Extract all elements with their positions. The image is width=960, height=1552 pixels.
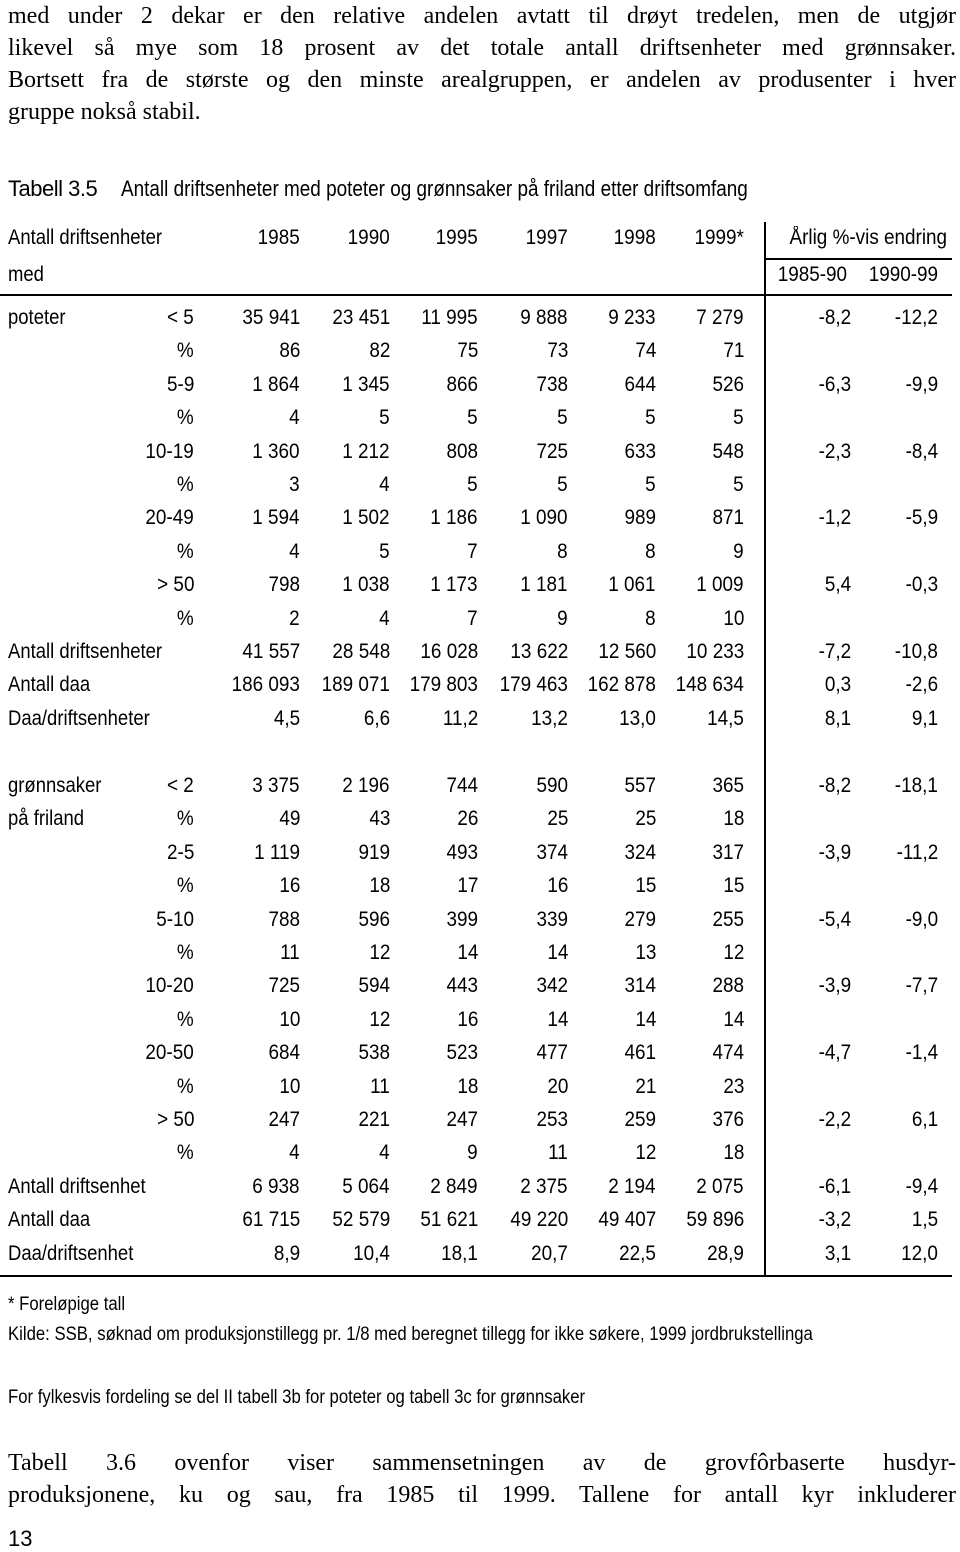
table-cell: 474 [712,1041,744,1065]
table-cell: 13,0 [619,706,656,730]
change-cell: -5,9 [905,506,938,530]
table-cell: 725 [268,974,300,998]
change-cell: 6,1 [911,1108,938,1131]
table-cell: 4,5 [273,706,300,730]
table-cell: 14 [456,941,478,964]
table-cell: 5 064 [342,1174,390,1198]
row-category: % [177,539,194,563]
table-cell: 18,1 [441,1241,478,1265]
row-category: 10-19 [145,439,194,463]
row-category: 20-49 [145,506,194,530]
row-category: % [177,606,194,630]
page-number: 13 [8,1526,33,1551]
header-year: 1997 [525,226,568,249]
table-cell: 12 [368,1007,390,1031]
row-category: 10-20 [145,974,194,998]
row-category: 5-10 [156,907,194,931]
table-cell: 989 [624,506,656,530]
change-cell: -2,3 [818,439,851,463]
table-row [0,636,960,669]
table-cell: 179 463 [499,673,568,697]
table-cell: 324 [624,840,656,864]
change-cell: -2,2 [818,1108,851,1131]
change-cell: -0,3 [905,573,938,597]
row-category: 20-50 [145,1041,194,1065]
table-cell: 317 [712,840,744,864]
table-cell: 51 621 [420,1208,478,1232]
table-cell: 9 [557,606,568,630]
table-cell: 14 [546,941,568,964]
change-cell: -7,7 [905,974,938,998]
table-cell: 86 [278,339,300,363]
table-cell: 523 [446,1041,478,1065]
header-year: 1985 [257,226,300,249]
table-cell: 594 [358,974,390,998]
table-cell: 15 [722,874,744,898]
table-cell: 2 196 [342,774,390,797]
row-category: % [177,941,194,964]
table-cell: 548 [712,439,744,463]
footnote-county-note: For fylkesvis fordeling se del II tabell 3b for poteter og tabell 3c for grønnsaker [8,1387,586,1408]
header-row [0,222,960,255]
table-cell: 28,9 [707,1241,744,1265]
change-cell: -5,4 [818,907,851,931]
table-cell: 1 186 [430,506,478,530]
table-cell: 590 [536,774,568,797]
row-category: 5-9 [166,372,194,396]
table-cell: 1 119 [254,840,300,864]
row-category: % [177,874,194,898]
table-cell: 247 [268,1108,300,1131]
table-cell: 5 [557,473,568,496]
table-cell: 21 [634,1074,656,1098]
row-label: grønnsaker [8,774,102,797]
table-cell: 684 [268,1041,300,1065]
outro-line: produksjonene, ku og sau, fra 1985 til 1999. Tallene for antall kyr inkluderer [8,1482,956,1508]
row-category: > 50 [156,1108,194,1131]
table-cell: 4 [379,1141,390,1165]
change-cell: 5,4 [824,573,851,597]
table-cell: 25 [634,807,656,831]
header-label: med [8,263,44,286]
table-cell: 255 [712,907,744,931]
row-category: % [177,1141,194,1165]
table-cell: 5 [379,406,390,430]
table-cell: 22,5 [619,1241,656,1265]
change-cell: -8,2 [818,774,851,797]
table-cell: 493 [446,840,478,864]
table-cell: 35 941 [242,306,300,329]
row-category: < 5 [167,306,194,329]
change-cell: -3,9 [818,974,851,998]
change-cell: -12,2 [894,306,938,329]
table-cell: 1 594 [252,506,300,530]
table-cell: 808 [446,439,478,463]
table-cell: 189 071 [321,673,390,697]
table-cell: 1 502 [342,506,390,530]
table-cell: 744 [446,774,478,797]
table-cell: 10 [278,1007,300,1031]
table-cell: 14 [722,1007,744,1031]
table-cell: 10,4 [353,1241,390,1265]
table-cell: 2 849 [430,1174,478,1198]
table-row [0,1238,960,1271]
table-cell: 5 [733,406,744,430]
table-cell: 23 451 [332,306,390,329]
table-cell: 15 [634,874,656,898]
table-row [0,703,960,736]
table-cell: 221 [358,1108,390,1131]
table-cell: 16 028 [420,640,478,663]
table-row [0,870,960,903]
row-category: % [177,339,194,363]
change-cell: -6,1 [818,1174,851,1198]
table-cell: 374 [536,840,568,864]
table-cell: 2 075 [696,1174,744,1198]
header-year: 1999* [694,226,744,249]
table-bottom-rule [0,1275,952,1277]
table-cell: 253 [536,1108,568,1131]
change-cell: 9,1 [911,706,938,730]
table-row [0,335,960,368]
table-cell: 16 [456,1007,478,1031]
row-label: Antall daa [8,673,91,697]
table-cell: 41 557 [242,640,300,663]
row-category: < 2 [167,774,194,797]
table-cell: 16 [546,874,568,898]
table-cell: 8 [645,539,656,563]
change-cell: 1,5 [911,1208,938,1232]
row-category: % [177,1074,194,1098]
table-cell: 5 [467,473,478,496]
change-cell: -9,0 [905,907,938,931]
table-cell: 12 560 [598,640,656,663]
table-title: Antall driftsenheter med poteter og grønnsaker på friland etter driftsomfang [120,176,748,201]
header-label: Antall driftsenheter [8,226,163,249]
table-cell: 18 [368,874,390,898]
row-label: Daa/driftsenheter [8,706,150,730]
table-cell: 8 [557,539,568,563]
table-cell: 314 [624,974,656,998]
table-cell: 376 [712,1108,744,1131]
intro-line: med under 2 dekar er den relative andelen avtatt til drøyt tredelen, men de utgjør [8,3,956,29]
table-cell: 538 [358,1041,390,1065]
change-cell: -2,6 [905,673,938,697]
table-cell: 557 [624,774,656,797]
table-cell: 49 220 [510,1208,568,1232]
change-cell: -18,1 [894,774,938,797]
table-cell: 1 181 [520,573,568,597]
table-cell: 74 [634,339,656,363]
change-cell: 8,1 [824,706,851,730]
table-cell: 14 [546,1007,568,1031]
change-cell: 0,3 [824,673,851,697]
table-row [0,970,960,1003]
table-cell: 5 [645,473,656,496]
table-cell: 4 [379,473,390,496]
table-cell: 3 375 [252,774,300,797]
table-cell: 5 [557,406,568,430]
header-period: 1985-90 [777,263,847,286]
table-cell: 26 [456,807,478,831]
header-rule [0,294,952,296]
table-caption [8,176,850,202]
table-cell: 1 212 [342,439,390,463]
table-row [0,369,960,402]
table-cell: 9 [733,539,744,563]
table-cell: 11 [280,941,300,964]
table-cell: 1 360 [252,439,300,463]
table-cell: 4 [289,406,300,430]
table-cell: 1 038 [342,573,390,597]
table-cell: 49 407 [598,1208,656,1232]
header-change: Årlig %-vis endring [789,226,947,249]
table-row [0,1104,960,1137]
table-row [0,603,960,636]
table-cell: 71 [722,339,744,363]
table-cell: 247 [446,1108,478,1131]
row-category: % [177,406,194,430]
table-cell: 4 [289,1141,300,1165]
table-cell: 288 [712,974,744,998]
change-cell: -3,9 [818,840,851,864]
header-year: 1995 [435,226,478,249]
table-cell: 1 009 [696,573,744,597]
table-row [0,770,960,803]
table-cell: 279 [624,907,656,931]
table-cell: 7 279 [696,306,744,329]
change-column-divider [764,222,766,1275]
change-cell: -7,2 [818,640,851,663]
table-cell: 443 [446,974,478,998]
change-cell: -1,4 [905,1041,938,1065]
table-cell: 365 [712,774,744,797]
table-cell: 2 194 [608,1174,656,1198]
table-row [0,436,960,469]
table-cell: 5 [645,406,656,430]
table-row [0,1037,960,1070]
row-category: 2-5 [166,840,194,864]
table-cell: 9 233 [608,306,656,329]
outro-paragraph [8,1447,956,1511]
table-cell: 6 938 [252,1174,300,1198]
row-category: % [177,807,194,831]
table-cell: 477 [536,1041,568,1065]
table-row [0,1071,960,1104]
table-cell: 12 [634,1141,656,1165]
footnote-preliminary: * Foreløpige tall [8,1294,126,1315]
table-cell: 5 [379,539,390,563]
header-year: 1990 [347,226,390,249]
row-category: % [177,1007,194,1031]
table-cell: 399 [446,907,478,931]
table-cell: 725 [536,439,568,463]
change-cell: 12,0 [901,1241,938,1265]
table-cell: 9 [467,1141,478,1165]
table-cell: 1 864 [252,372,300,396]
table-cell: 25 [546,807,568,831]
table-cell: 10 [278,1074,300,1098]
change-cell: -8,2 [818,306,851,329]
table-cell: 461 [624,1041,656,1065]
table-cell: 339 [536,907,568,931]
table-row [0,937,960,970]
table-cell: 12 [368,941,390,964]
table-cell: 20 [546,1074,568,1098]
table-cell: 633 [624,439,656,463]
table-cell: 5 [467,406,478,430]
table-cell: 11 995 [421,306,478,329]
table-row [0,1204,960,1237]
table-cell: 1 061 [608,573,656,597]
table-cell: 8,9 [273,1241,300,1265]
table-number: Tabell 3.5 [8,176,98,201]
intro-line: likevel så mye som 18 prosent av det totale antall driftsenheter med grønnsaker. [8,35,956,61]
row-label: Antall driftsenhet [8,1174,146,1198]
table-cell: 1 173 [430,573,478,597]
table-cell: 526 [712,372,744,396]
change-cell: -9,9 [905,372,938,396]
table-cell: 1 345 [342,372,390,396]
table-cell: 61 715 [242,1208,300,1232]
table-row [0,569,960,602]
table-cell: 18 [456,1074,478,1098]
table-cell: 52 579 [332,1208,390,1232]
table-cell: 798 [268,573,300,597]
table-cell: 148 634 [675,673,744,697]
change-cell: -4,7 [818,1041,851,1065]
table-cell: 644 [624,372,656,396]
change-cell: -3,2 [818,1208,851,1232]
table-cell: 75 [456,339,478,363]
table-cell: 8 [645,606,656,630]
table-row [0,669,960,702]
table-cell: 12 [722,941,744,964]
footnote-source: Kilde: SSB, søknad om produksjonstillegg pr. 1/8 med beregnet tillegg for ikke søkere, 1999 jordbrukstellinga [8,1324,813,1345]
row-label: poteter [8,306,66,329]
table-cell: 1 090 [520,506,568,530]
table-cell: 16 [278,874,300,898]
table-cell: 866 [446,372,478,396]
change-cell: -6,3 [818,372,851,396]
row-label: på friland [8,807,85,831]
table-cell: 4 [289,539,300,563]
table-cell: 596 [358,907,390,931]
table-row [0,402,960,435]
table-cell: 59 896 [686,1208,744,1232]
table-cell: 9 888 [520,306,568,329]
table-cell: 5 [733,473,744,496]
table-cell: 13 622 [510,640,568,663]
table-cell: 18 [722,1141,744,1165]
table-cell: 23 [722,1074,744,1098]
table-cell: 73 [546,339,568,363]
table-row [0,502,960,535]
change-cell: -10,8 [894,640,938,663]
table-row [0,536,960,569]
table-cell: 17 [456,874,478,898]
row-category: > 50 [156,573,194,597]
table-cell: 788 [268,907,300,931]
change-cell: -9,4 [905,1174,938,1198]
intro-paragraph [8,0,956,128]
intro-line: Bortsett fra de største og den minste arealgruppen, er andelen av produsenter i hver [8,67,956,93]
row-label: Antall driftsenheter [8,640,163,663]
table-row [0,469,960,502]
table-row [0,1171,960,1204]
change-cell: -11,2 [896,840,938,864]
row-label: Antall daa [8,1208,91,1232]
table-cell: 179 803 [409,673,478,697]
table-cell: 20,7 [531,1241,568,1265]
table-cell: 11 [370,1074,390,1098]
table-cell: 162 878 [587,673,656,697]
table-cell: 10 [722,606,744,630]
table-cell: 28 548 [332,640,390,663]
table-cell: 7 [467,606,478,630]
table-row [0,904,960,937]
table-cell: 11 [548,1141,568,1165]
table-cell: 186 093 [231,673,300,697]
table-cell: 13,2 [531,706,568,730]
header-row [0,259,960,292]
table-row [0,1137,960,1170]
table-cell: 10 233 [686,640,744,663]
table-cell: 3 [289,473,300,496]
table-row [0,837,960,870]
table-cell: 2 [289,606,300,630]
change-cell: 3,1 [824,1241,851,1265]
table-cell: 738 [536,372,568,396]
intro-line: gruppe nokså stabil. [8,99,201,125]
row-category: % [177,473,194,496]
table-cell: 82 [368,339,390,363]
table-row [0,803,960,836]
table-cell: 43 [368,807,390,831]
table-row [0,302,960,335]
header-period: 1990-99 [868,263,938,286]
table-row [0,1004,960,1037]
header-year: 1998 [613,226,656,249]
table-cell: 14 [634,1007,656,1031]
table-cell: 919 [358,840,390,864]
table-cell: 13 [634,941,656,964]
table-cell: 4 [379,606,390,630]
row-label: Daa/driftsenhet [8,1241,134,1265]
table-cell: 871 [712,506,744,530]
table-cell: 342 [536,974,568,998]
change-cell: -8,4 [905,439,938,463]
table-cell: 7 [467,539,478,563]
outro-line: Tabell 3.6 ovenfor viser sammensetningen av de grovfôrbaserte husdyr- [8,1450,956,1476]
table-cell: 2 375 [520,1174,568,1198]
table-cell: 14,5 [707,706,744,730]
change-cell: -1,2 [818,506,851,530]
table-cell: 18 [722,807,744,831]
table-cell: 49 [278,807,300,831]
table-cell: 6,6 [363,706,390,730]
table-cell: 259 [624,1108,656,1131]
table-cell: 11,2 [442,706,478,730]
